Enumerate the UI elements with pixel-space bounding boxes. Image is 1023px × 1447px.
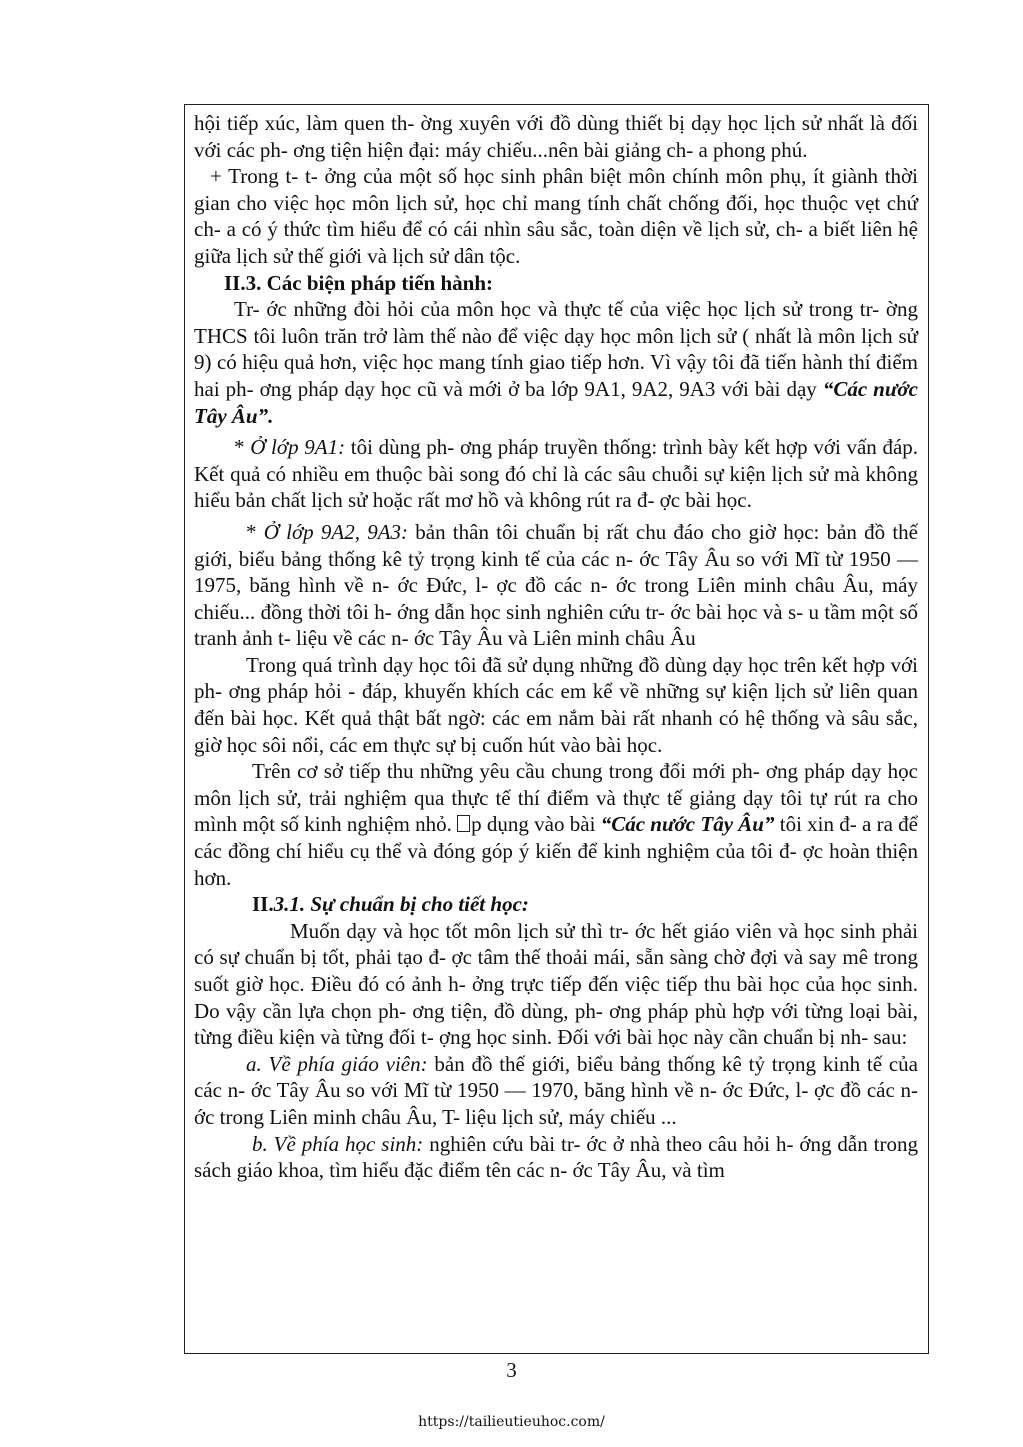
heading-3-1-title: 3.1. Sự chuẩn bị cho tiết học: [273, 892, 529, 917]
paragraph-2: + Trong t- t- ởng của một số học sinh phân biệt môn chính môn phụ, ít giành thời gian cho việc học môn lịch sử, học chỉ mang tính chất chống đối, học thuộc vẹt chứ ch- a có ý thức tìm hiểu để có cái nhìn sâu sắc, toàn diện về lịch sử, ch- a biết liên hệ giữa lịch sử thế giới và lịch sử dân tộc. [194, 164, 918, 268]
paragraph-7-text-3: tôi xin đ- a ra để các đồng chí hiểu cụ thể và đóng góp ý kiến để kinh nghiệm của tôi đ- ợc hoàn thiện hơn. [194, 812, 919, 890]
paragraph-10 [194, 1131, 918, 1184]
page-number: 3 [506, 1358, 517, 1382]
paragraph-4-text: tôi dùng ph- ơng pháp truyền thống: trình bày kết hợp với vấn đáp. Kết quả có nhiều em thuộc bài song đó chỉ là các sâu chuỗi sự kiện lịch sử mà không hiểu bản chất lịch sử hoặc rất mơ hồ và không rút ra đ- ợc bài học. [194, 435, 919, 513]
paragraph-1: hội tiếp xúc, làm quen th- ờng xuyên với đồ dùng thiết bị dạy học lịch sử nhất là đối với các ph- ơng tiện hiện đại: máy chiếu...nên bài giảng ch- a phong phú. [194, 111, 918, 162]
paragraph-4 [194, 434, 918, 514]
missing-glyph-box-icon [457, 815, 470, 832]
footer-url[interactable]: https://tailieutieuhoc.com/ [418, 1414, 605, 1430]
bullet-star: * [246, 519, 264, 544]
paragraph-6: Trong quá trình dạy học tôi đã sử dụng những đồ dùng dạy học trên kết hợp với ph- ơng pháp hỏi - đáp, khuyến khích các em kể về những sự kiện lịch sử liên quan đến bài học. Kết quả thật bất ngờ: các em nắm bài rất nhanh có hệ thống và sâu sắc, giờ học sôi nổi, các em thực sự bị cuốn hút vào bài học. [194, 652, 918, 757]
bullet-star: * [234, 435, 251, 460]
lesson-title: “Các nước Tây Âu”. [194, 376, 918, 428]
paragraph-7-text: Trên cơ sở tiếp thu những yêu cầu chung trong đổi mới ph- ơng pháp dạy học môn lịch sử, trải nghiệm qua thực tế thí điểm và thực tế giảng dạy tôi tự rút ra cho mình một số kinh nghiệm nhỏ. [194, 759, 918, 837]
class-label-9a1: Ở lớp 9A1: [250, 435, 346, 460]
heading-2-3: II.3. Các biện pháp tiến hành: [224, 270, 493, 295]
paragraph-10-text: nghiên cứu bài tr- ớc ở nhà theo câu hỏi h- ớng dẫn trong sách giáo khoa, tìm hiểu đặc điểm tên các n- ớc Tây Âu, và tìm [194, 1131, 918, 1183]
paragraph-7 [194, 758, 918, 891]
paragraph-8: Muốn dạy và học tốt môn lịch sử thì tr- ớc hết giáo viên và học sinh phải có sự chuẩn bị tốt, phải tạo đ- ợc tâm thế thoải mái, sẵn sàng chờ đợi và say mê trong suốt giờ học. Điều đó có ảnh h- ởng trực tiếp đến việc tiếp thu bài học của học sinh. Do vậy cần lựa chọn ph- ơng tiện, đồ dùng, ph- ơng pháp phù hợp với từng loại bài, từng điều kiện và từng đối t- ợng học sinh. Đối với bài học này cần chuẩn bị nh- sau: [194, 918, 918, 1050]
paragraph-5-text: bản thân tôi chuẩn bị rất chu đáo cho giờ học: bản đồ thế giới, biểu bảng thống kê tỷ trọng kinh tế của các n- ớc Tây Âu so với Mĩ từ 1950 — 1975, băng hình về n- ớc Đức, l- ợc đồ các n- ớc trong Liên minh châu Âu, máy chiếu... đồng thời tôi h- ớng dẫn học sinh nghiên cứu tr- ớc bài học và s- u tầm một số tranh ảnh t- liệu về các n- ớc Tây Âu và Liên minh châu Âu [194, 519, 919, 651]
paragraph-5 [194, 519, 918, 652]
student-label: b. Về phía học sinh: [252, 1131, 424, 1156]
heading-3-1-prefix: II. [252, 892, 274, 917]
heading-3-1 [194, 891, 918, 918]
paragraph-3-text: Tr- ớc những đòi hỏi của môn học và thực tế của việc học lịch sử trong tr- ờng THCS tôi luôn trăn trở làm thế nào để việc dạy học môn lịch sử ( nhất là môn lịch sử 9) có hiệu quả hơn, việc học mang tính giao tiếp hơn. Vì vậy tôi đã tiến hành thí điểm hai ph- ơng pháp dạy học cũ và mới ở ba lớp 9A1, 9A2, 9A3 với bài dạy [194, 297, 918, 401]
document-body [194, 110, 918, 1184]
paragraph-7-text-2: p dụng vào bài [471, 812, 601, 837]
paragraph-3 [194, 296, 918, 429]
paragraph-9-text: bản đồ thế giới, biểu bảng thống kê tỷ trọng kinh tế của các n- ớc Tây Âu so với Mĩ từ 1950 — 1970, băng hình về n- ớc Đức, l- ợc đồ các n- ớc trong Liên minh châu Âu, T- liệu lịch sử, máy chiếu ... [194, 1051, 918, 1129]
teacher-label: a. Về phía giáo viên: [246, 1051, 428, 1076]
paragraph-9 [194, 1051, 918, 1131]
lesson-title: “Các nước Tây Âu” [600, 812, 775, 837]
class-label-9a2-9a3: Ở lớp 9A2, 9A3: [263, 519, 409, 544]
